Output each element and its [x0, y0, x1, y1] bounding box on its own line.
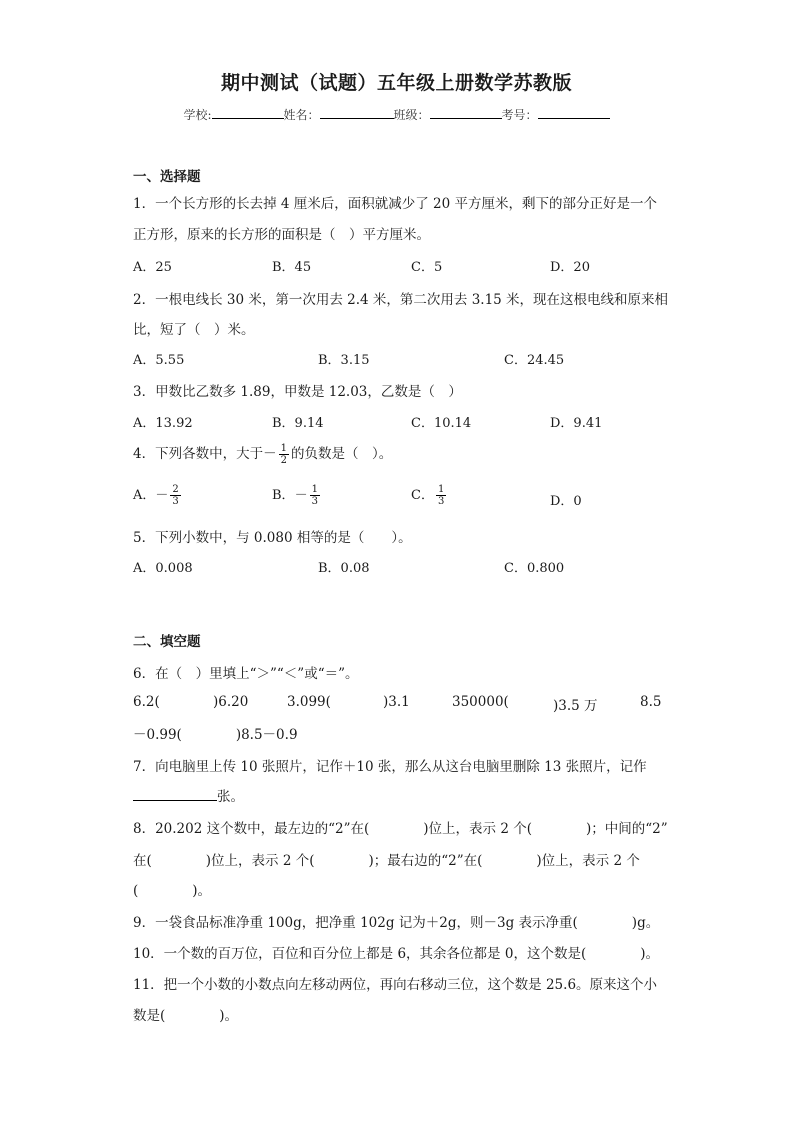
- question-10-line1: 10．一个数的百万位，百位和百分位上都是 6，其余各位都是 0，这个数是( )。: [133, 946, 659, 962]
- question-6-line3: －0.99( )8.5－0.9: [133, 727, 298, 743]
- question-6-item: 3.099(: [287, 694, 331, 710]
- question-3-option-c[interactable]: C．10.14: [411, 416, 472, 431]
- question-7-line2: [133, 785, 244, 805]
- question-4-line1: [133, 442, 392, 466]
- question-7-unit: 张。: [217, 789, 244, 805]
- question-4-option-c[interactable]: [411, 484, 448, 507]
- question-5-option-a[interactable]: A．0.008: [133, 561, 193, 576]
- fraction: [279, 443, 289, 466]
- section-title-fill: 二、填空题: [133, 634, 201, 650]
- name-label: 姓名：: [283, 108, 320, 122]
- question-6-item: 6.2(: [133, 694, 160, 710]
- name-blank[interactable]: [320, 106, 394, 119]
- question-11-line2: 数是( )。: [133, 1008, 239, 1024]
- page-title: 期中测试（试题）五年级上册数学苏教版: [220, 72, 572, 94]
- question-5-option-c[interactable]: C．0.800: [504, 561, 565, 576]
- question-4-option-d[interactable]: D．0: [550, 494, 582, 509]
- question-8-line2: 在( )位上，表示 2 个( )；最右边的“2”在( )位上，表示 2 个: [133, 853, 640, 869]
- question-2-line1: 2．一根电线长 30 米，第一次用去 2.4 米，第二次用去 3.15 米，现在这根电线和原来相: [133, 292, 669, 308]
- option-sign: －: [155, 488, 169, 503]
- question-4-suffix: 的负数是（ ）。: [290, 446, 393, 462]
- question-3-option-d[interactable]: D．9.41: [550, 416, 603, 431]
- question-3-option-b[interactable]: B．9.14: [272, 416, 324, 431]
- question-4-prefix: 4．下列各数中，大于－: [133, 446, 277, 462]
- question-6-item: 8.5: [640, 694, 662, 710]
- fraction-denominator: 3: [172, 496, 179, 507]
- question-9-line1: 9．一袋食品标准净重 100g，把净重 102g 记为＋2g，则－3g 表示净重( )g。: [133, 915, 660, 931]
- fraction: [310, 484, 320, 507]
- answer-blank[interactable]: [133, 788, 217, 801]
- question-5-line1: 5．下列小数中，与 0.080 相等的是（ ）。: [133, 530, 412, 546]
- option-label: A．: [133, 488, 156, 503]
- fraction: [170, 484, 180, 507]
- school-blank[interactable]: [212, 106, 284, 119]
- question-3-option-a[interactable]: A．13.92: [133, 416, 193, 431]
- question-8-line1: 8．20.202 这个数中，最左边的“2”在( )位上，表示 2 个( )；中间的“2”: [133, 821, 668, 837]
- option-label: B．: [272, 488, 295, 503]
- fraction-numerator: 1: [280, 443, 287, 454]
- question-6-item: )3.1: [383, 694, 410, 710]
- student-info-line: [0, 106, 793, 123]
- question-1-option-a[interactable]: A．25: [133, 260, 172, 275]
- fraction-numerator: 2: [172, 484, 179, 495]
- fraction-denominator: 3: [311, 496, 318, 507]
- number-label: 考号：: [501, 108, 538, 122]
- question-1-option-b[interactable]: B．45: [272, 260, 312, 275]
- number-blank[interactable]: [538, 106, 610, 119]
- option-label: C．: [411, 488, 434, 503]
- question-6-item: )6.20: [213, 694, 249, 710]
- question-2-option-b[interactable]: B．3.15: [318, 353, 370, 368]
- question-1-line1: 1．一个长方形的长去掉 4 厘米后，面积就减少了 20 平方厘米，剩下的部分正好是一个: [133, 196, 658, 212]
- question-7-line1: 7．向电脑里上传 10 张照片，记作＋10 张，那么从这台电脑里删除 13 张照片，记作: [133, 759, 647, 775]
- question-2-option-a[interactable]: A．5.55: [133, 353, 185, 368]
- fraction-numerator: 1: [437, 484, 445, 495]
- question-3-line1: 3．甲数比乙数多 1.89，甲数是 12.03，乙数是（ ）: [133, 384, 462, 400]
- question-1-option-c[interactable]: C．5: [411, 260, 443, 275]
- fraction-numerator: 1: [311, 484, 318, 495]
- question-8-line3: ( )。: [133, 883, 212, 899]
- question-6-item: )3.5 万: [553, 698, 598, 714]
- question-4-option-b[interactable]: [272, 484, 322, 507]
- question-4-option-a[interactable]: [133, 484, 183, 507]
- fraction: [436, 484, 446, 507]
- question-6-item: 350000(: [452, 694, 509, 710]
- school-label: 学校:: [183, 108, 212, 122]
- question-1-line2: 正方形，原来的长方形的面积是（ ）平方厘米。: [133, 227, 430, 243]
- question-2-line2: 比，短了（ ）米。: [133, 322, 255, 338]
- option-sign: －: [294, 488, 308, 503]
- question-2-option-c[interactable]: C．24.45: [504, 353, 565, 368]
- question-1-option-d[interactable]: D．20: [550, 260, 590, 275]
- class-blank[interactable]: [430, 106, 502, 119]
- fraction-denominator: 3: [437, 496, 445, 507]
- fraction-denominator: 2: [280, 455, 287, 466]
- question-11-line1: 11．把一个小数的小数点向左移动两位，再向右移动三位，这个数是 25.6。原来这个小: [133, 977, 658, 993]
- class-label: 班级：: [393, 108, 430, 122]
- section-title-choice: 一、选择题: [133, 169, 201, 185]
- question-6-line1: 6．在（ ）里填上“＞”“＜”或“＝”。: [133, 666, 359, 682]
- question-5-option-b[interactable]: B．0.08: [318, 561, 370, 576]
